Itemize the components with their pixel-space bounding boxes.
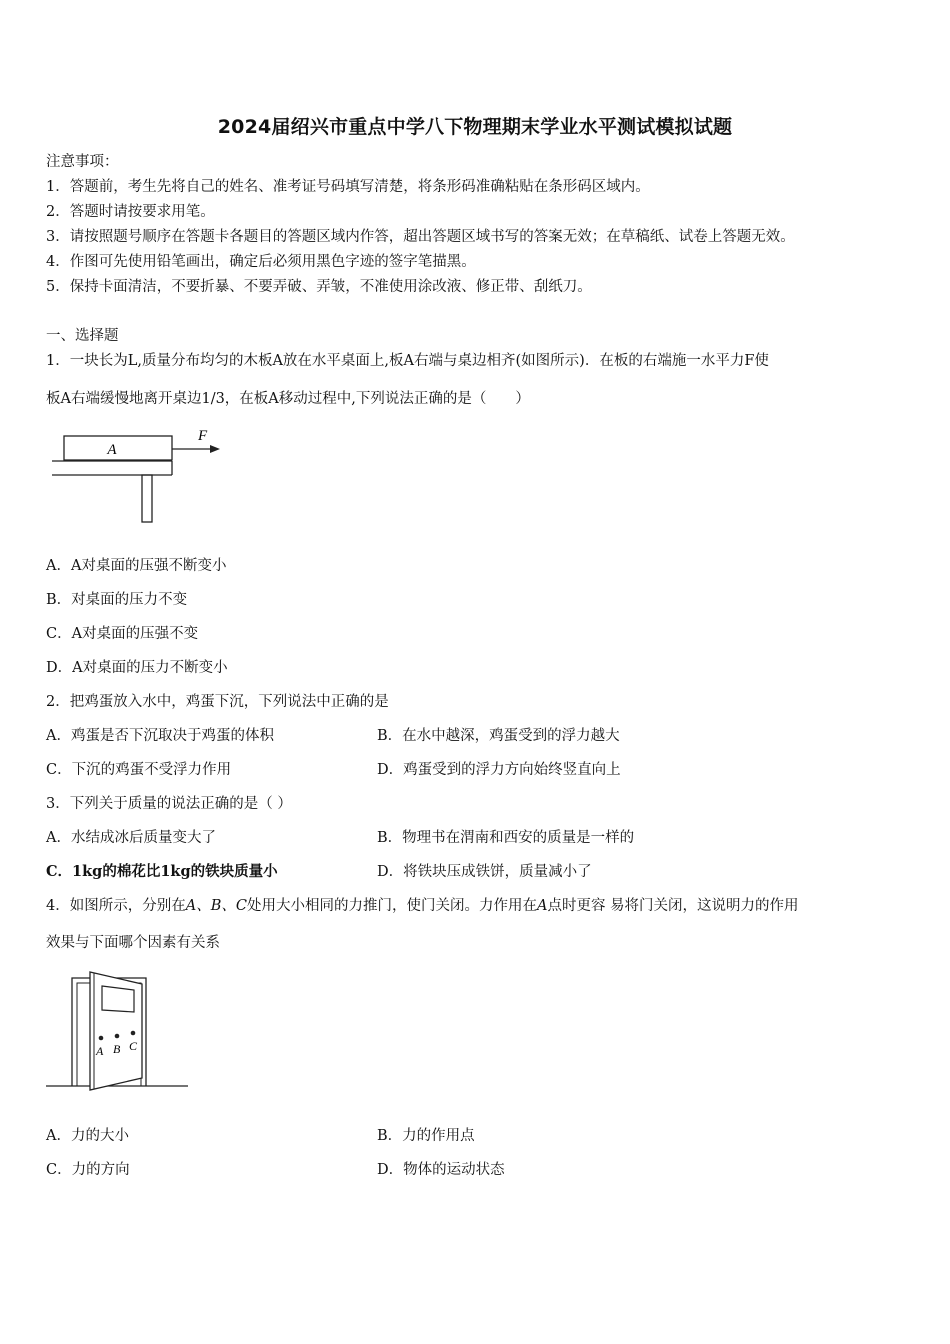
q3-option-c: C．1kg的棉花比1kg的铁块质量小	[46, 863, 278, 880]
q4-door-figure	[44, 966, 190, 1092]
q2-option-a: A．鸡蛋是否下沉取决于鸡蛋的体积	[46, 728, 274, 744]
notice-item: 5．保持卡面清洁，不要折暴、不要弄破、弄皱，不准使用涂改液、修正带、刮纸刀。	[46, 279, 592, 295]
q3-option-d: D．将铁块压成铁饼，质量减小了	[377, 864, 592, 880]
q2-option-d: D．鸡蛋受到的浮力方向始终竖直向上	[377, 762, 621, 778]
q3-stem: 3．下列关于质量的说法正确的是（ ）	[46, 796, 292, 812]
q2-stem: 2．把鸡蛋放入水中，鸡蛋下沉，下列说法中正确的是	[46, 694, 389, 710]
force-arrowhead	[210, 445, 220, 453]
point-b-dot	[115, 1034, 120, 1039]
point-a-label: A	[96, 1044, 104, 1058]
q2-option-b: B．在水中越深，鸡蛋受到的浮力越大	[377, 728, 620, 744]
notice-heading: 注意事项：	[46, 154, 119, 170]
q1-option-a: A．A对桌面的压强不断变小	[46, 558, 227, 574]
q4-point-a: A	[536, 898, 548, 914]
q3-option-b: B．物理书在渭南和西安的质量是一样的	[377, 830, 635, 846]
point-b-label: B	[113, 1042, 121, 1056]
notice-item: 1．答题前，考生先将自己的姓名、准考证号码填写清楚，将条形码准确粘贴在条形码区域内。	[46, 179, 650, 195]
q2-option-c: C．下沉的鸡蛋不受浮力作用	[46, 762, 232, 778]
board-a	[64, 436, 172, 460]
q1-option-b: B．对桌面的压力不变	[46, 592, 188, 608]
q4-text: 处用大小相同的力推门，使门关闭。力作用在	[246, 898, 537, 914]
page-title: 2024届绍兴市重点中学八下物理期末学业水平测试模拟试题	[217, 116, 733, 138]
q4-stem-line2: 效果与下面哪个因素有关系	[46, 935, 220, 951]
point-c-label: C	[129, 1039, 138, 1053]
q4-option-d: D．物体的运动状态	[377, 1162, 505, 1178]
q1-stem-line1: 1．一块长为L,质量分布均匀的木板A放在水平桌面上,板A右端与桌边相齐(如图所示)．在板的右端施一水平力F使	[46, 353, 769, 369]
label-a: A	[107, 442, 117, 458]
q4-option-a: A．力的大小	[46, 1128, 129, 1144]
table-leg	[142, 475, 152, 522]
q4-text: 4．如图所示，分别在	[46, 898, 186, 914]
point-c-dot	[131, 1031, 136, 1036]
q1-option-d: D．A对桌面的压力不断变小	[46, 660, 228, 676]
q4-points: A、B、C	[185, 898, 247, 914]
q4-option-c: C．力的方向	[46, 1162, 130, 1178]
q1-board-figure	[46, 420, 236, 528]
point-a-dot	[99, 1036, 104, 1041]
q4-text: 点时更容 易将门关闭，这说明力的作用	[547, 898, 799, 914]
q1-stem-line2: 板A右端缓慢地离开桌边1/3，在板A移动过程中,下列说法正确的是（ ）	[46, 391, 530, 407]
q3-option-a: A．水结成冰后质量变大了	[46, 830, 216, 846]
notice-item: 4．作图可先使用铅笔画出，确定后必须用黑色字迹的签字笔描黑。	[46, 254, 476, 270]
notice-item: 3．请按照题号顺序在答题卡各题目的答题区域内作答，超出答题区域书写的答案无效；在草稿纸、试卷上答题无效。	[46, 229, 795, 245]
notice-item: 2．答题时请按要求用笔。	[46, 204, 215, 220]
label-f: F	[198, 428, 208, 444]
q1-option-c: C．A对桌面的压强不变	[46, 626, 199, 642]
q4-option-b: B．力的作用点	[377, 1128, 475, 1144]
q4-stem-line1	[46, 896, 799, 916]
section-heading: 一、选择题	[46, 328, 119, 344]
